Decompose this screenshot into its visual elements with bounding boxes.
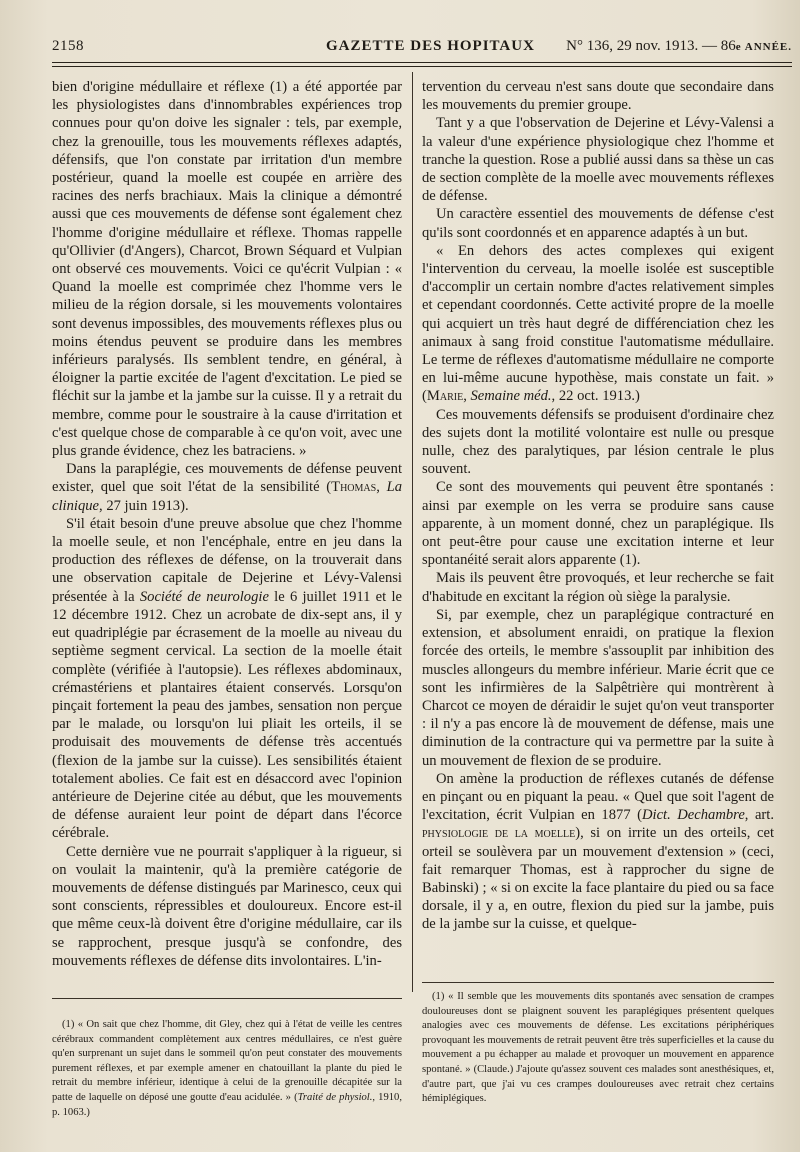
paragraph: Tant y a que l'observation de Dejerine et Lévy-Valensi a la valeur d'une expérience physiologique chez l'homme et tranche la question. Rose a publié aussi dans sa thèse un cas de section complète de la moelle avec mouvements réflexes de défense. (422, 115, 774, 205)
paragraph: Mais ils peuvent être provoqués, et leur recherche se fait d'habitude en excitant la région où siège la paralysie. (422, 570, 774, 605)
page-number: 2158 (52, 38, 84, 54)
footnote-text: (1) « Il semble que les mouvements dits spontanés avec sensation de crampes douloureuses dont se plaignent souvent les paraplégiques présentent quelques analogies avec ces mouvements de défense. Les excitations périphériques provoquant les mouvements de retrait peuvent être très superficielles et la cause du mouvement a pu échapper au malade et provoquer un mouvement en apparence spontané. » (Claude.) J'ajoute qu'assez souvent ces malades sont anesthésiques, et, d'autre part, que j'ai vu ces crampes douloureuses avec retrait chez certains hémiplégiques. (422, 991, 774, 1105)
text-run: , 1910, p. 1063.) (52, 1091, 402, 1118)
paragraph: Ces mouvements défensifs se produisent d'ordinaire chez des sujets dont la motilité volontaire est nulle ou presque nulle, chez des paralytiques, par lésion centrale le plus souvent. (422, 406, 774, 478)
paragraph (52, 515, 402, 843)
footnote-left (52, 1018, 402, 1120)
paragraph (422, 770, 774, 934)
text-run: , (376, 479, 387, 496)
footnote-rule (52, 998, 402, 999)
header-rule (52, 62, 792, 63)
issue-info (566, 38, 792, 55)
text-run: S'il était besoin d'une preuve absolue que chez l'homme la moelle seule, et non l'encéphale, entre en jeu dans la production des réflexes de défense, on la trouverait dans une observation capitale de Dejerine et Lévy-Valensi présentée à la (52, 515, 402, 605)
left-column (52, 78, 402, 970)
paragraph (422, 242, 774, 406)
footnote-right (422, 990, 774, 1107)
header-rule-thin (52, 66, 792, 67)
paragraph (52, 460, 402, 515)
book-citation: Traité de physiol. (297, 1091, 373, 1103)
text-run: « En dehors des actes complexes qui exigent l'intervention du cerveau, la moelle isolée est susceptible d'accomplir un certain nombre d'actes relativement simples et cependant coordonnés. Cette activité propre de la moelle qui acquiert un très haut degré de différenciation chez les animaux à sang froid constitue l'automatisme médullaire. Le terme de réflexes d'automatisme médullaire ne comporte en lui-même aucune hypothèse, mais constate un fait. » ( (422, 242, 774, 405)
text-run: , (463, 388, 471, 405)
issue-number-date: N° 136, 29 nov. 1913. — 86 (566, 38, 736, 54)
journal-citation: Semaine méd. (470, 388, 552, 405)
text-run: le 6 juillet 1911 et le 12 décembre 1912. Chez un acrobate de dix-sept ans, il y eut quadriplégie par écrasement de la moelle au niveau du septième segment cervical. La section de la moelle était complète (vérifiée à l'autopsie). Les réflexes abdominaux, crémastériens et plantaires étaient conservés. Lorsqu'on pinçait fortement la peau des jambes, sensation non perçue par le malade, ou lorsqu'on lui pliait les orteils, il se produisait des mouvements de défense très accentués (flexion de la jambe sur la cuisse). Les sensibilités étaient totalement abolies. Ce fait est en désaccord avec l'opinion antérieure de Dejerine citée au début, que les mouvements de défense auraient leur point de départ dans l'écorce cérébrale. (52, 588, 402, 842)
author-name: Marie (426, 388, 464, 405)
paragraph: Un caractère essentiel des mouvements de défense c'est qu'ils sont coordonnés et en apparence adaptés à un but. (422, 206, 774, 241)
dictionary-citation: Dict. Dechambre (641, 807, 745, 824)
journal-title: GAZETTE DES HOPITAUX (326, 38, 535, 54)
author-name: Thomas (331, 479, 377, 496)
footnote-text (52, 1018, 402, 1120)
paragraph: tervention du cerveau n'est sans doute que secondaire dans les mouvements du premier groupe. (422, 79, 774, 114)
text-run: , art. (744, 807, 774, 824)
paragraph: bien d'origine médullaire et réflexe (1) a été apportée par les physiologistes dans d'innombrables expériences trop connues pour qu'on doive les signaler : tels, par exemple, chez la grenouille, tous les mouvements réflexes adaptés, défensifs, que l'on constate par irritation d'un membre postérieur, quand la moelle est coupée en arrière des racines des nerfs brachiaux. Mais la clinique a démontré aussi que ces mouvements de défense sont également chez l'homme d'origine médullaire et réflexe. Thomas rappelle qu'Ollivier (d'Angers), Charcot, Brown Séquard et Vulpian ont observé ces mouvements. Voici ce qu'écrit Vulpian : « Quand la moelle est comprimée chez l'homme vers le milieu de la région dorsale, si les mouvements volontaires sont devenus impossibles, des mouvements réflexes plus ou moins étendus peuvent se produire dans les membres inférieurs paralysés. Ils semblent tendre, en général, à éloigner la partie excitée de l'agent d'excitation. Le pied se fléchit sur la jambe et la jambe sur la cuisse. Il y a retrait du membre, comme pour le soustraire à la cause d'irritation et c'est quelque chose de comparable à ce qu'on voit, avec une plus grande évidence, chez les batraciens. » (52, 79, 402, 460)
footnote-rule (422, 982, 774, 983)
issue-year-label: e ANNÉE. (735, 41, 792, 53)
text-run: , 22 oct. 1913.) (551, 388, 640, 405)
text-run: (1) « On sait que chez l'homme, dit Gley, chez qui à l'état de veille les centres cérébraux commandent complètement aux centres médullaires, ce n'est guère qu'en surprenant un sujet dans le sommeil qu'on peut constater des mouvements purement réflexes, et par exemple amener en chatouillant la plante du pied le retrait du membre inférieur, identique à celui de la grenouille décapitée sur la patte de laquelle on déposé une goutte d'eau acidulée. » ( (52, 1019, 402, 1103)
society-citation: Société de neurologie (139, 588, 269, 605)
text-run: On amène la production de réflexes cutanés de défense en pinçant ou en piquant la peau. « Quel que soit l'agent de l'excitation, écrit Vulpian en 1877 ( (422, 770, 774, 824)
column-divider (412, 72, 413, 992)
paragraph: Cette dernière vue ne pourrait s'appliquer à la rigueur, si on voulait la maintenir, qu'à la première catégorie de mouvements de défense distingués par Marinesco, ceux qui sont conscients, répressibles et douloureux. Encore est-il que même ceux-là doivent être d'origine médullaire, car ils se rapprochent, presque jusqu'à se confondre, des mouvements réflexes de défense dits involontaires. L'in- (52, 843, 402, 969)
article-title: physiologie de la moelle (422, 825, 576, 842)
journal-citation: La clinique (52, 479, 402, 514)
text-run: Dans la paraplégie, ces mouvements de défense peuvent exister, quel que soit l'état de la sensibilité ( (52, 461, 402, 496)
right-column (422, 78, 774, 934)
page-header (52, 38, 792, 60)
paragraph: Ce sont des mouvements qui peuvent être spontanés : ainsi par exemple on les verra se produire sans cause apparente, à un moment donné, chez un paraplégique. Ils ont peut-être pour cause une excitation interne et leur spontanéité serait alors apparente (1). (422, 479, 774, 569)
text-run: , 27 juin 1913). (99, 497, 189, 514)
paragraph: Si, par exemple, chez un paraplégique contracturé en extension, et absolument enraidi, on pratique la flexion forcée des orteils, le membre s'assouplit par inhibition des muscles allongeurs du membre inférieur. Marie écrit que ce sont les infirmières de la Salpêtrière qui montrèrent à Charcot ce moyen de déraidir le sujet qu'on veut transporter : il n'y a pas encore là de mouvement de défense, mais une diminution de la contracture qui va permettre par la suite à un mouvement de flexion de se produire. (422, 606, 774, 769)
text-run: ), si on irrite un des orteils, cet orteil se soulèvera par un mouvement d'extension » (ceci, fait remarquer Thomas, est à rapprocher du signe de Babinski) ; « si on excite la face plantaire du pied ou sa face dorsale, il y a, en outre, flexion du pied sur la jambe, puis de la jambe sur la cuisse, et quelque- (422, 825, 775, 933)
